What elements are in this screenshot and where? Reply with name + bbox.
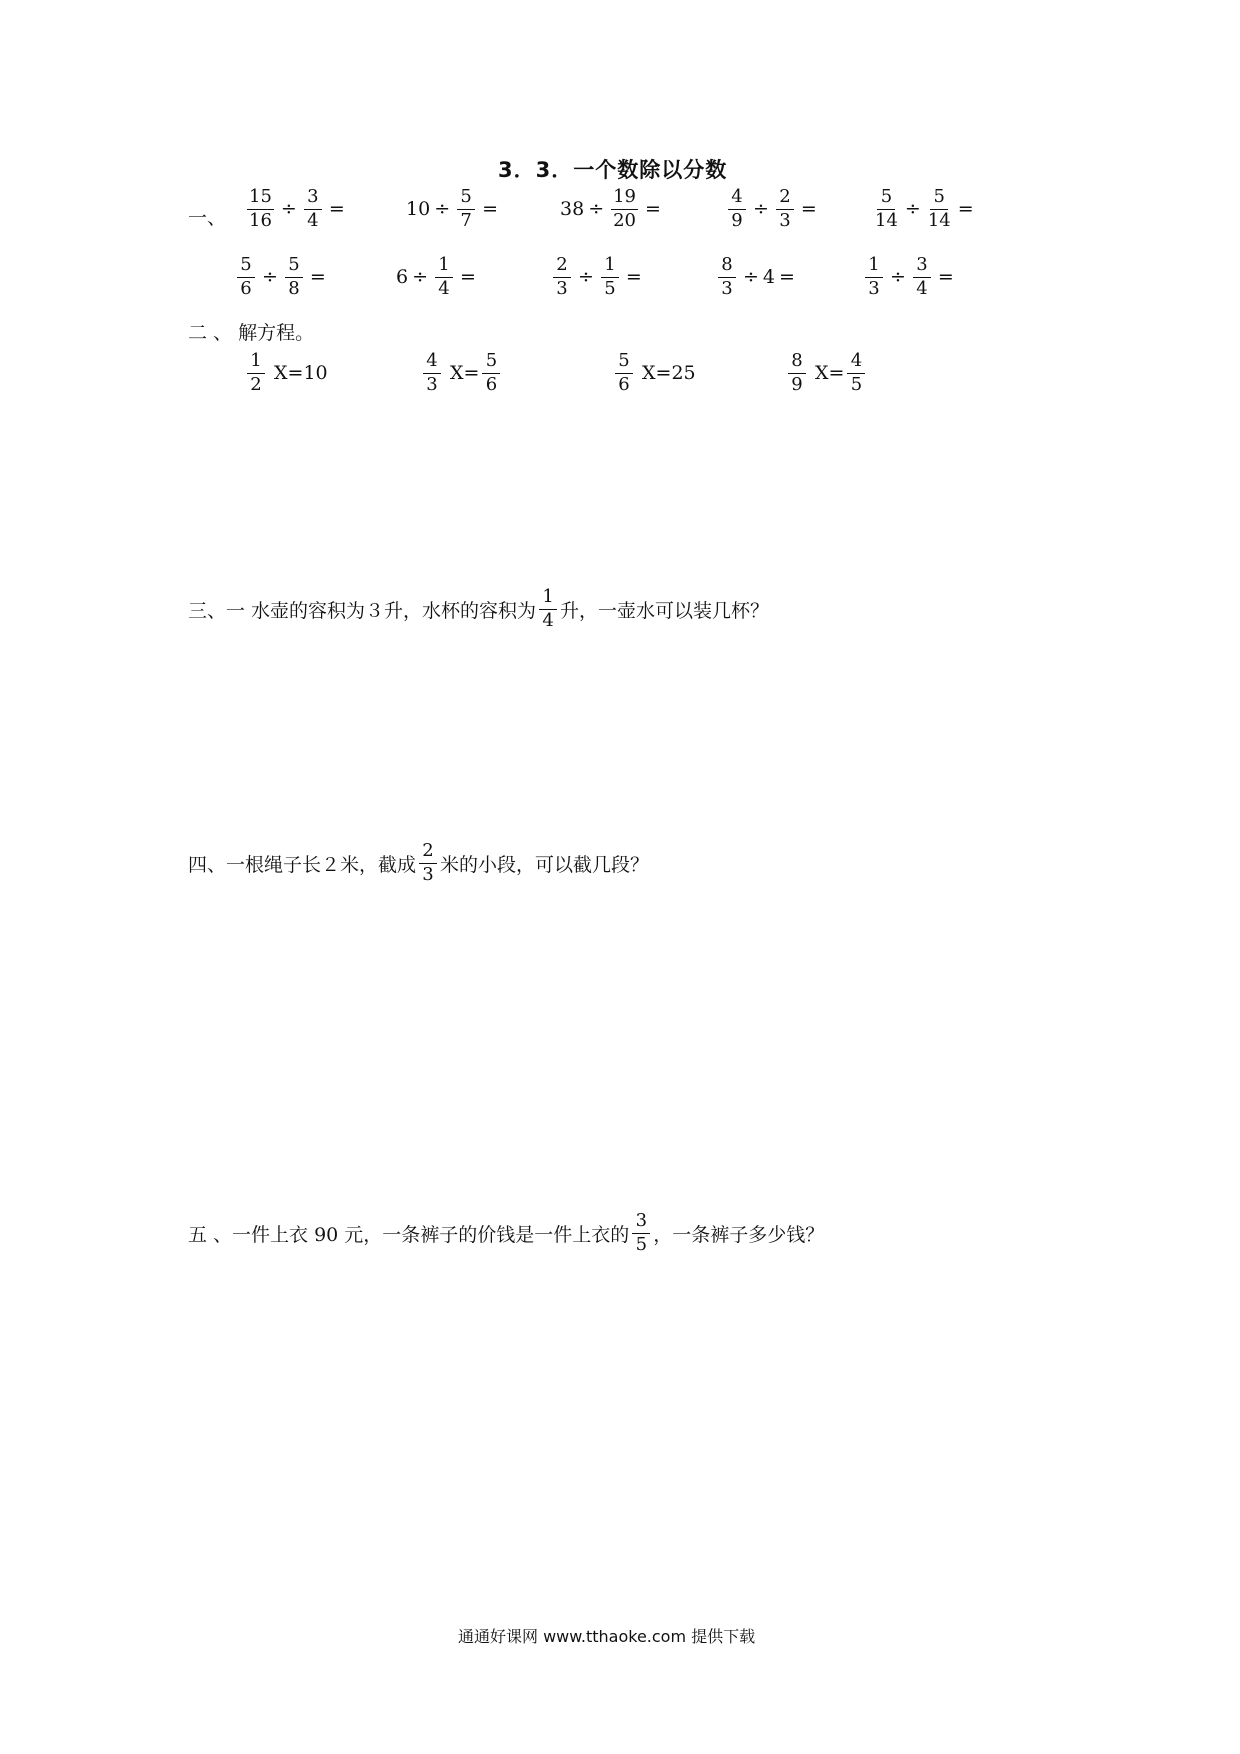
denominator: 6 bbox=[240, 277, 252, 299]
numerator: 5 bbox=[285, 256, 303, 278]
fraction bbox=[875, 188, 898, 231]
divide-sign: ÷ bbox=[578, 266, 594, 289]
numerator: 1 bbox=[539, 588, 557, 610]
denominator: 6 bbox=[618, 373, 630, 395]
divide-sign: ÷ bbox=[743, 266, 759, 289]
number: 38 bbox=[560, 198, 585, 221]
denominator: 3 bbox=[868, 277, 880, 299]
divide-sign: ÷ bbox=[588, 198, 605, 221]
numerator: 1 bbox=[865, 256, 883, 278]
numerator: 8 bbox=[718, 256, 736, 278]
denominator: 3 bbox=[556, 277, 568, 299]
numerator: 5 bbox=[457, 188, 475, 210]
division-problem bbox=[244, 188, 349, 231]
numerator: 5 bbox=[482, 352, 500, 374]
equals-sign: = bbox=[625, 266, 642, 289]
fraction bbox=[601, 256, 619, 299]
numerator: 8 bbox=[788, 352, 806, 374]
equals-sign: = bbox=[482, 198, 499, 221]
problem-text-end: ，一条裤子多少钱？ bbox=[653, 1223, 825, 1246]
page-title: 3．3．一个数除以分数 bbox=[498, 158, 728, 182]
numerator: 19 bbox=[611, 188, 638, 210]
divide-sign: ÷ bbox=[262, 266, 278, 289]
equals-sign: = bbox=[779, 266, 795, 289]
equals-sign: = bbox=[800, 198, 817, 221]
problem-text-end: 米的小段，可以截几段？ bbox=[440, 853, 650, 876]
numerator: 5 bbox=[930, 188, 948, 210]
footer-credit: 通通好课网 www.tthaoke.com 提供下载 bbox=[458, 1627, 756, 1646]
numerator: 1 bbox=[601, 256, 619, 278]
numerator: 15 bbox=[247, 188, 274, 210]
division-problem bbox=[406, 188, 502, 231]
word-problem-4 bbox=[188, 842, 649, 885]
denominator: 4 bbox=[307, 209, 319, 231]
numerator: 2 bbox=[776, 188, 794, 210]
fraction bbox=[615, 352, 633, 395]
denominator: 7 bbox=[460, 209, 472, 231]
division-problem bbox=[550, 256, 646, 299]
number: 6 bbox=[396, 266, 409, 289]
denominator: 14 bbox=[875, 209, 898, 231]
numerator: 2 bbox=[419, 842, 437, 864]
fraction bbox=[913, 256, 931, 299]
word-problem-3 bbox=[188, 588, 769, 631]
denominator: 5 bbox=[635, 1233, 648, 1255]
fraction bbox=[482, 352, 500, 395]
number: 25 bbox=[671, 362, 696, 385]
fraction bbox=[247, 188, 274, 231]
numerator: 4 bbox=[423, 352, 441, 374]
denominator: 14 bbox=[927, 209, 951, 231]
fraction bbox=[285, 256, 303, 299]
denominator: 5 bbox=[604, 277, 616, 299]
number: 10 bbox=[303, 362, 328, 385]
numerator: 4 bbox=[847, 352, 865, 374]
fraction bbox=[247, 352, 265, 395]
division-problem bbox=[234, 256, 330, 299]
x-equals: X= bbox=[642, 362, 672, 385]
problem-text-start: 三、一 水壶的容积为３升，水杯的容积为 bbox=[188, 599, 537, 622]
fraction bbox=[304, 188, 322, 231]
denominator: 9 bbox=[791, 373, 803, 395]
division-problem bbox=[862, 256, 958, 299]
fraction bbox=[928, 188, 951, 231]
number: 10 bbox=[406, 198, 431, 221]
problem-text-start: 四、一根绳子长２米，截成 bbox=[188, 853, 417, 876]
numerator: 3 bbox=[632, 1212, 650, 1234]
fraction bbox=[728, 188, 746, 231]
numerator: 2 bbox=[553, 256, 571, 278]
numerator: 5 bbox=[615, 352, 633, 374]
section-2-label: 二 、 解方程。 bbox=[188, 322, 315, 344]
fraction bbox=[788, 352, 806, 395]
denominator: 4 bbox=[542, 609, 554, 631]
fraction bbox=[237, 256, 255, 299]
equals-sign: = bbox=[328, 198, 345, 221]
denominator: 3 bbox=[422, 863, 434, 885]
numerator: 4 bbox=[728, 188, 746, 210]
denominator: 5 bbox=[850, 373, 863, 395]
division-problem bbox=[872, 188, 978, 231]
numerator: 3 bbox=[913, 256, 931, 278]
fraction bbox=[423, 352, 441, 395]
fraction bbox=[553, 256, 571, 299]
x-equals: X= bbox=[815, 362, 845, 385]
equation bbox=[612, 352, 696, 395]
fraction bbox=[435, 256, 453, 299]
denominator: 4 bbox=[438, 277, 450, 299]
divide-sign: ÷ bbox=[904, 198, 921, 221]
fraction bbox=[457, 188, 475, 231]
equals-sign: = bbox=[645, 198, 661, 221]
divide-sign: ÷ bbox=[434, 198, 451, 221]
x-equals: X= bbox=[450, 362, 480, 385]
equation bbox=[244, 352, 328, 395]
numerator: 5 bbox=[877, 188, 895, 210]
numerator: 1 bbox=[247, 352, 265, 374]
numerator: 3 bbox=[304, 188, 322, 210]
divide-sign: ÷ bbox=[412, 266, 429, 289]
word-problem-5 bbox=[188, 1212, 824, 1255]
section-1-label: 一、 bbox=[188, 207, 227, 229]
fraction bbox=[611, 188, 638, 231]
fraction bbox=[865, 256, 883, 299]
divide-sign: ÷ bbox=[890, 266, 906, 289]
division-problem bbox=[715, 256, 799, 299]
division-problem bbox=[725, 188, 821, 231]
divide-sign: ÷ bbox=[280, 198, 297, 221]
divide-sign: ÷ bbox=[753, 198, 769, 221]
fraction bbox=[847, 352, 865, 395]
denominator: 20 bbox=[613, 209, 637, 231]
fraction bbox=[632, 1212, 650, 1255]
numerator: 1 bbox=[435, 256, 453, 278]
equals-sign: = bbox=[957, 198, 974, 221]
equals-sign: = bbox=[937, 266, 954, 289]
fraction bbox=[776, 188, 794, 231]
denominator: 2 bbox=[250, 373, 262, 395]
numerator: 5 bbox=[237, 256, 255, 278]
problem-text-start: 五 、一件上衣 90 元，一条裤子的价钱是一件上衣的 bbox=[188, 1223, 630, 1246]
division-problem bbox=[396, 256, 480, 299]
x-equals: X= bbox=[274, 362, 304, 385]
denominator: 16 bbox=[249, 209, 272, 231]
fraction bbox=[539, 588, 557, 631]
equals-sign: = bbox=[460, 266, 476, 289]
denominator: 8 bbox=[288, 277, 300, 299]
fraction bbox=[718, 256, 736, 299]
division-problem bbox=[560, 188, 665, 231]
denominator: 3 bbox=[721, 277, 733, 299]
denominator: 6 bbox=[485, 373, 498, 395]
equals-sign: = bbox=[309, 266, 326, 289]
denominator: 3 bbox=[426, 373, 438, 395]
denominator: 9 bbox=[731, 209, 743, 231]
number: 4 bbox=[762, 266, 776, 289]
fraction bbox=[419, 842, 437, 885]
equation bbox=[785, 352, 868, 395]
denominator: 4 bbox=[916, 277, 928, 299]
equation bbox=[420, 352, 503, 395]
problem-text-end: 升，一壶水可以装几杯？ bbox=[560, 599, 770, 622]
denominator: 3 bbox=[779, 209, 791, 231]
